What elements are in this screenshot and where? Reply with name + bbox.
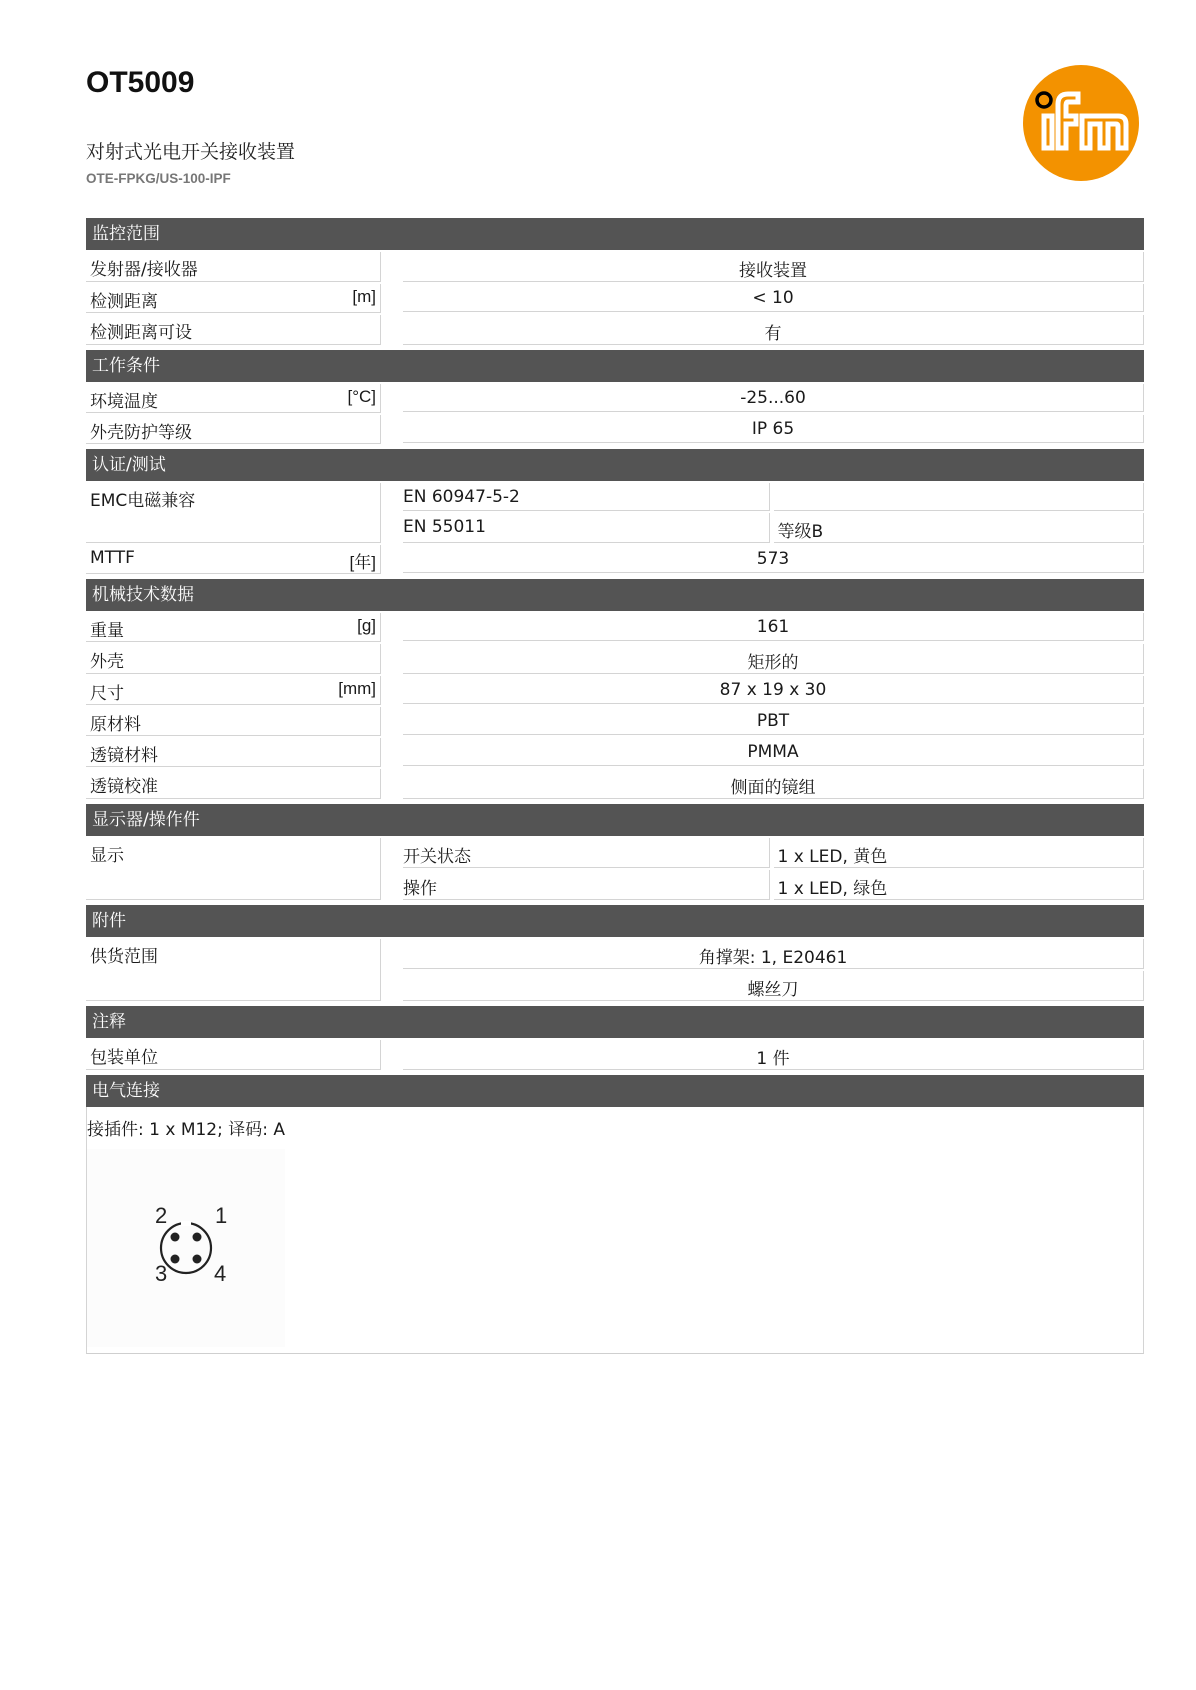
spec-row — [86, 676, 1144, 705]
spec-row — [86, 384, 1144, 413]
spec-values — [403, 939, 1144, 1001]
spec-label-cell — [86, 415, 381, 444]
spec-row — [86, 738, 1144, 767]
product-description: 对射式光电开关接收装置 — [86, 141, 296, 163]
spec-label: 透镜材料 — [90, 746, 158, 766]
spec-unit: [°C] — [347, 387, 376, 406]
spec-row — [86, 939, 1144, 1001]
spec-value: 1 x LED, 黄色 — [774, 838, 1145, 868]
spec-values — [403, 384, 1144, 413]
section-header: 附件 — [86, 905, 1144, 937]
spec-values — [403, 284, 1144, 313]
spec-values — [403, 644, 1144, 674]
spec-values — [403, 545, 1144, 574]
spec-value: -25...60 — [403, 384, 1144, 412]
spec-label-cell — [86, 707, 381, 736]
spec-row — [86, 315, 1144, 345]
spec-label-cell — [86, 315, 381, 345]
spec-label-cell — [86, 252, 381, 282]
spec-row — [86, 284, 1144, 313]
spec-row — [86, 838, 1144, 900]
spec-label-cell — [86, 284, 381, 313]
pin-4-label: 4 — [214, 1261, 227, 1286]
spec-values — [403, 315, 1144, 345]
connector-outline — [161, 1223, 211, 1273]
spec-values — [403, 769, 1144, 799]
spec-values — [403, 838, 1144, 900]
spec-unit: [g] — [357, 616, 376, 635]
spec-values — [403, 613, 1144, 642]
spec-row — [86, 613, 1144, 642]
spec-unit: [年] — [349, 553, 376, 572]
section-header: 注释 — [86, 1006, 1144, 1038]
spec-row — [86, 483, 1144, 543]
spec-value: PMMA — [403, 738, 1144, 766]
spec-values — [403, 707, 1144, 736]
spec-unit: [m] — [352, 287, 376, 306]
spec-row — [86, 1040, 1144, 1070]
spec-label-cell — [86, 545, 381, 574]
spec-label: 外壳 — [90, 652, 124, 672]
spec-row — [86, 545, 1144, 574]
section-header: 显示器/操作件 — [86, 804, 1144, 836]
spec-value: < 10 — [403, 284, 1144, 312]
spec-label-cell — [86, 738, 381, 767]
spec-label: 尺寸 — [90, 684, 124, 704]
spec-value: 开关状态 — [403, 838, 770, 868]
spec-value: 侧面的镜组 — [403, 769, 1144, 799]
section-header: 监控范围 — [86, 218, 1144, 250]
pin-diagram — [87, 1149, 285, 1347]
spec-value: IP 65 — [403, 415, 1144, 443]
spec-label: 供货范围 — [90, 947, 158, 967]
section-header: 机械技术数据 — [86, 579, 1144, 611]
spec-label-cell — [86, 644, 381, 674]
spec-value: 角撑架: 1, E20461 — [403, 939, 1144, 969]
spec-value: 573 — [403, 545, 1144, 573]
spec-label: 外壳防护等级 — [90, 423, 192, 443]
spec-value: 87 x 19 x 30 — [403, 676, 1144, 704]
spec-value: 1 x LED, 绿色 — [774, 870, 1145, 900]
spec-label-cell — [86, 838, 381, 900]
pin-4-dot — [193, 1255, 202, 1264]
spec-values — [403, 738, 1144, 767]
section-header: 电气连接 — [86, 1075, 1144, 1107]
pin-3-label: 3 — [155, 1261, 168, 1286]
spec-label: MTTF — [90, 548, 135, 568]
spec-values — [403, 252, 1144, 282]
spec-label-cell — [86, 939, 381, 1001]
spec-label: EMC电磁兼容 — [90, 491, 196, 511]
spec-values — [403, 415, 1144, 444]
spec-values — [403, 1040, 1144, 1070]
spec-label-cell — [86, 483, 381, 543]
spec-label-cell — [86, 1040, 381, 1070]
spec-values — [403, 483, 1144, 543]
data-sheet — [86, 218, 1144, 1354]
spec-label: 环境温度 — [90, 392, 158, 412]
spec-label-cell — [86, 676, 381, 705]
spec-label: 显示 — [90, 846, 124, 866]
spec-label: 包装单位 — [90, 1048, 158, 1068]
spec-value: EN 60947-5-2 — [403, 483, 770, 511]
connection-panel — [86, 1107, 1144, 1354]
spec-values — [403, 676, 1144, 705]
spec-value: EN 55011 — [403, 513, 770, 543]
spec-label-cell — [86, 613, 381, 642]
spec-value: 螺丝刀 — [403, 971, 1144, 1001]
spec-label-cell — [86, 384, 381, 413]
spec-value: 等级B — [774, 513, 1145, 543]
spec-label: 检测距离可设 — [90, 323, 192, 343]
spec-row — [86, 644, 1144, 674]
spec-label: 原材料 — [90, 715, 141, 735]
spec-unit: [mm] — [338, 679, 376, 698]
spec-label: 发射器/接收器 — [90, 260, 198, 280]
spec-value: 161 — [403, 613, 1144, 641]
spec-value: 接收装置 — [403, 252, 1144, 282]
spec-value: 1 件 — [403, 1040, 1144, 1070]
pin-1-label: 1 — [215, 1203, 228, 1228]
article-code: OTE-FPKG/US-100-IPF — [86, 171, 231, 186]
pin-1-dot — [193, 1233, 202, 1242]
spec-row — [86, 252, 1144, 282]
spec-value: 矩形的 — [403, 644, 1144, 674]
spec-label: 检测距离 — [90, 292, 158, 312]
pin-2-label: 2 — [155, 1203, 168, 1228]
spec-value: PBT — [403, 707, 1144, 735]
spec-value: 有 — [403, 315, 1144, 345]
section-header: 认证/测试 — [86, 449, 1144, 481]
pin-2-dot — [171, 1233, 180, 1242]
pin-3-dot — [171, 1255, 180, 1264]
page-title: OT5009 — [86, 66, 195, 99]
spec-label: 重量 — [90, 621, 124, 641]
spec-label-cell — [86, 769, 381, 799]
spec-row — [86, 415, 1144, 444]
connector-description: 接插件: 1 x M12; 译码: A — [87, 1120, 286, 1140]
spec-value: 操作 — [403, 870, 770, 900]
spec-row — [86, 707, 1144, 736]
ifm-logo — [1022, 64, 1140, 182]
spec-row — [86, 769, 1144, 799]
spec-label: 透镜校准 — [90, 777, 158, 797]
section-header: 工作条件 — [86, 350, 1144, 382]
spec-value — [774, 483, 1145, 511]
